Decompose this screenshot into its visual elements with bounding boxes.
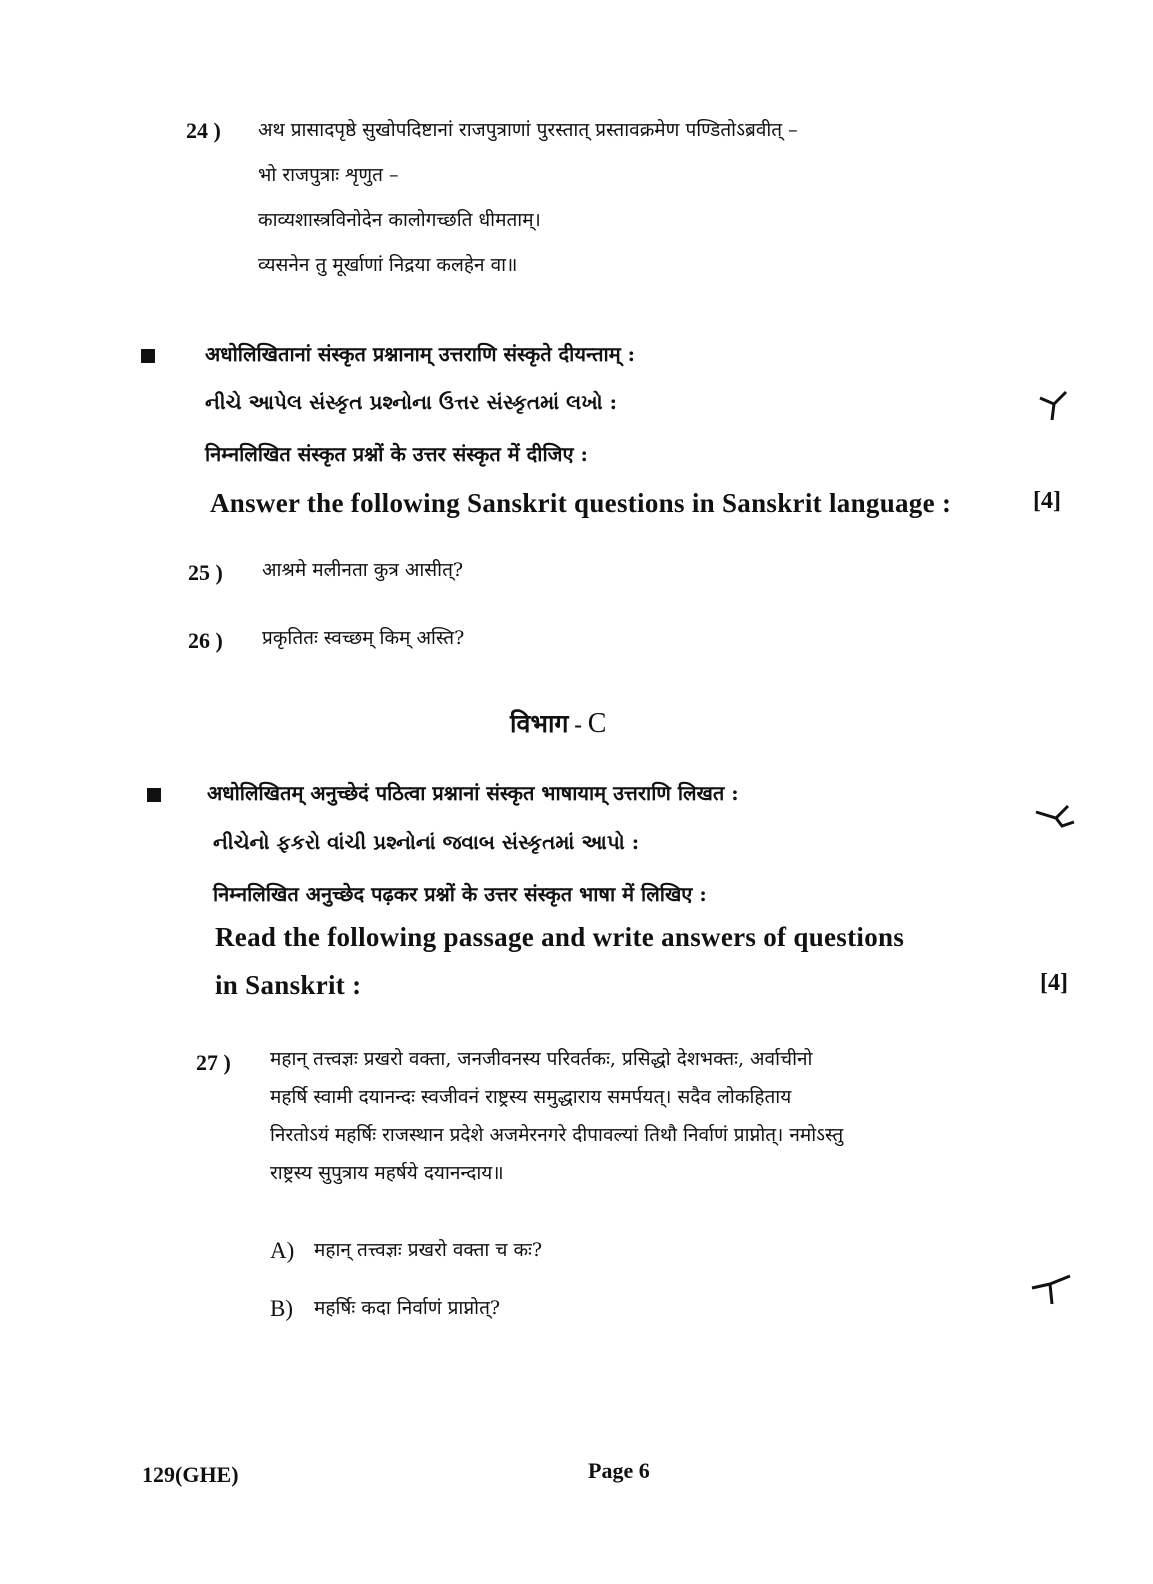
q27-passage-line-2: महर्षि स्वामी दयानन्दः स्वजीवनं राष्ट्रस्य समुद्धाराय समर्पयत्। सदैव लोकहिताय [270,1086,792,1108]
q24-line-2: भो राजपुत्राः शृणुत – [258,164,399,186]
section-heading [510,706,606,740]
question-number-25: 25 ) [188,560,223,585]
q25-text: आश्रमे मलीनता कुत्र आसीत्? [262,559,464,581]
instruction1-hindi: निम्नलिखित संस्कृत प्रश्नों के उत्तर संस्कृत में दीजिए : [205,442,588,466]
q27-passage [270,1040,990,1192]
question-number-27: 27 ) [196,1050,231,1075]
scan-mark-icon [1036,388,1076,428]
section-letter: C [587,708,607,739]
q27-passage-line-4: राष्ट्रस्य सुपुत्राय महर्षये दयानन्दाय॥ [270,1162,504,1184]
instruction2-gujarati: નીચેનો ફકરો વાંચી પ્રશ્નોનાં જવાબ સંસ્કૃતમાં આપો : [213,830,640,854]
q27-sub-a-label: A) [270,1238,295,1263]
marks-badge: [4] [1040,970,1068,996]
q27-passage-line-1: महान् तत्त्वज्ञः प्रखरो वक्ता, जनजीवनस्य परिवर्तकः, प्रसिद्धो देशभक्तः, अर्वाचीनो [270,1048,813,1070]
scan-mark-icon [1034,800,1078,830]
q24-line-1: अथ प्रासादपृष्ठे सुखोपदिष्टानां राजपुत्राणां पुरस्तात् प्रस्तावक्रमेण पण्डितोऽब्रवीत् – [258,119,798,141]
bullet-square [147,788,161,802]
page-number: Page 6 [588,1458,650,1483]
q24-line-4: व्यसनेन तु मूर्खाणां निद्रया कलहेन वा॥ [258,254,518,276]
instruction2-hindi: निम्नलिखित अनुच्छेद पढ़कर प्रश्नों के उत्तर संस्कृत भाषा में लिखिए : [213,882,707,906]
instruction2-english-line2: in Sanskrit : [215,970,362,1000]
question-number-24: 24 ) [186,118,221,143]
q27-sub-b-label: B) [270,1296,293,1321]
q24-line-3: काव्यशास्त्रविनोदेन कालोगच्छति धीमताम्। [258,209,541,231]
section-dash: - [568,712,588,737]
question-number-26: 26 ) [188,628,223,653]
section-label: विभाग [510,709,569,738]
q26-text: प्रकृतितः स्वच्छम् किम् अस्ति? [262,627,465,649]
q27-sub-b-text: महर्षिः कदा निर्वाणं प्राप्नोत्? [314,1297,501,1319]
scan-mark-icon [1030,1270,1074,1310]
marks-badge: [4] [1033,488,1061,514]
instruction1-sanskrit: अधोलिखितानां संस्कृत प्रश्नानाम् उत्तराणि संस्कृते दीयन्ताम् : [205,342,635,366]
q27-sub-a-text: महान् तत्त्वज्ञः प्रखरो वक्ता च कः? [314,1239,543,1261]
instruction1-gujarati: નીચે આપેલ સંસ્કૃત પ્રશ્નોના ઉત્તર સંસ્કૃતમાં લખો : [205,390,617,414]
paper-code: 129(GHE) [142,1462,239,1487]
instruction1-english: Answer the following Sanskrit questions in Sanskrit language : [210,488,952,518]
instruction2-english-line1: Read the following passage and write answers of questions [215,922,905,952]
bullet-square [141,349,155,363]
instruction2-sanskrit: अधोलिखितम् अनुच्छेदं पठित्वा प्रश्नानां संस्कृत भाषायाम् उत्तराणि लिखत : [207,781,739,805]
q27-passage-line-3: निरतोऽयं महर्षिः राजस्थान प्रदेशे अजमेरनगरे दीपावल्यां तिथौ निर्वाणं प्राप्नोत्। नमोऽस्तु [270,1124,844,1146]
